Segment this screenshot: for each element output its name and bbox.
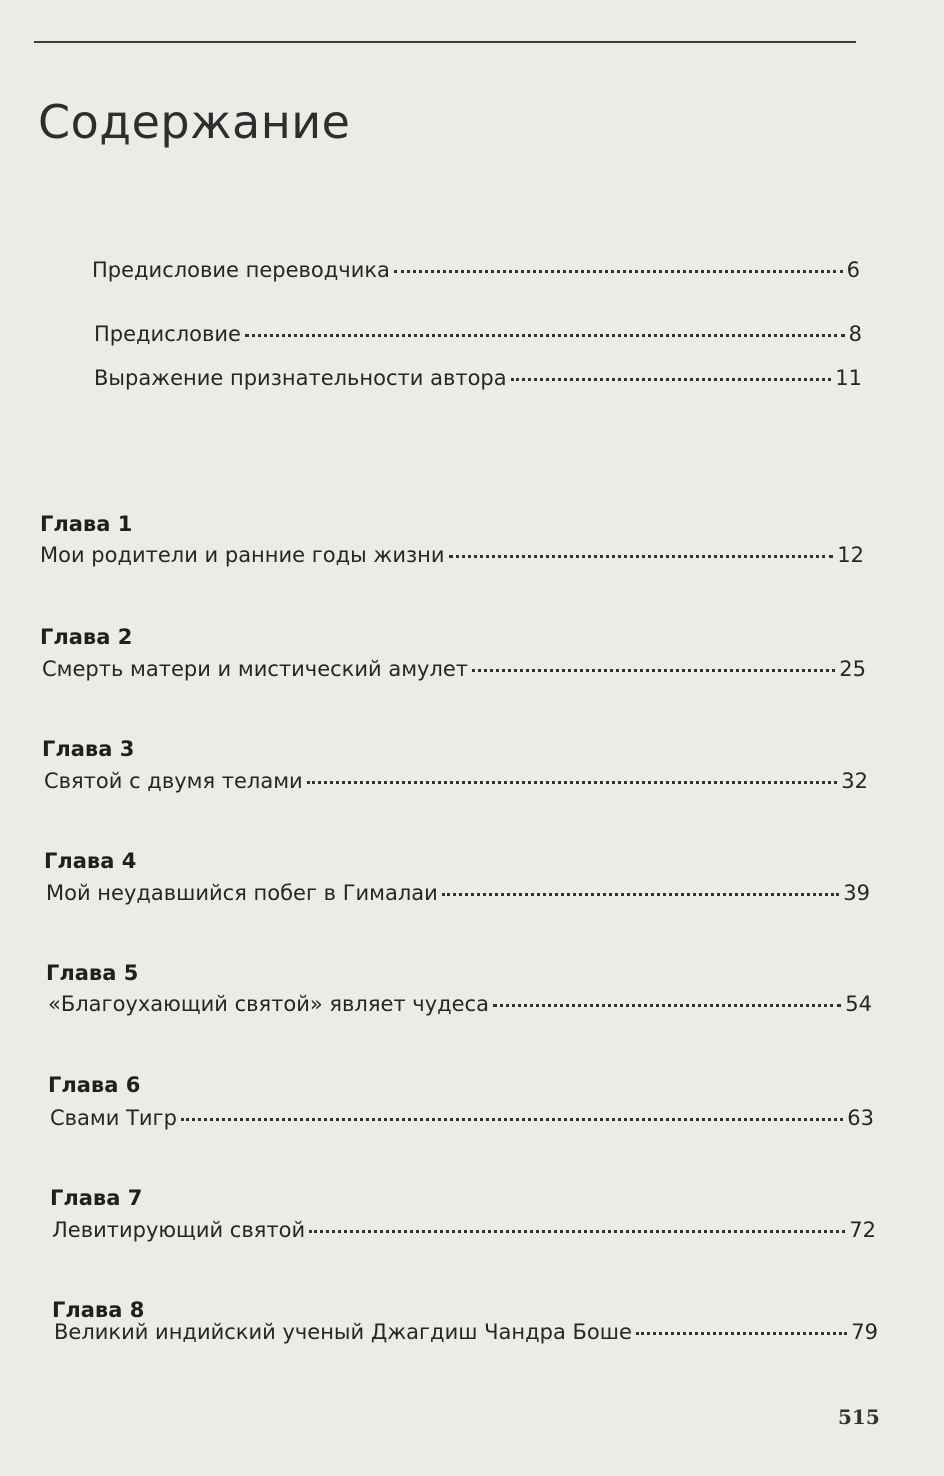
leader-dots [493, 1004, 841, 1007]
toc-entry-label: Мои родители и ранние годы жизни [40, 543, 445, 567]
leader-dots [442, 893, 839, 896]
chapter-heading-7: Глава 7 [50, 1186, 143, 1210]
toc-entry-page: 63 [847, 1106, 874, 1130]
toc-entry-label: Предисловие переводчика [92, 258, 390, 282]
toc-entry-chapter-1 [40, 543, 864, 567]
toc-entry-chapter-7 [52, 1218, 876, 1242]
chapter-heading-8: Глава 8 [52, 1298, 145, 1322]
leader-dots [307, 781, 838, 784]
leader-dots [472, 669, 835, 672]
toc-entry-label: Великий индийский ученый Джагдиш Чандра Боше [54, 1320, 632, 1344]
toc-entry-page: 72 [849, 1218, 876, 1242]
toc-entry-label: Мой неудавшийся побег в Гималаи [46, 881, 438, 905]
page-title: Содержание [38, 95, 351, 149]
toc-entry-label: Предисловие [94, 322, 241, 346]
leader-dots [636, 1332, 847, 1335]
toc-entry-page: 32 [841, 769, 868, 793]
toc-entry-chapter-8 [54, 1320, 878, 1344]
toc-entry-chapter-6 [50, 1106, 874, 1130]
toc-entry-label: Выражение признательности автора [94, 366, 507, 390]
toc-entry-preface [94, 322, 862, 346]
chapter-heading-1: Глава 1 [40, 512, 133, 536]
toc-entry-acknowledgements [94, 366, 862, 390]
chapter-heading-5: Глава 5 [46, 961, 139, 985]
toc-entry-page: 8 [848, 322, 862, 346]
chapter-heading-2: Глава 2 [40, 625, 133, 649]
toc-entry-page: 79 [851, 1320, 878, 1344]
toc-entry-page: 11 [835, 366, 862, 390]
top-rule [34, 41, 856, 43]
toc-entry-chapter-4 [46, 881, 870, 905]
toc-entry-label: Левитирующий святой [52, 1218, 306, 1242]
page-number: 515 [838, 1405, 880, 1429]
toc-entry-chapter-2 [42, 657, 866, 681]
toc-entry-chapter-5 [48, 992, 872, 1016]
toc-entry-chapter-3 [44, 769, 868, 793]
leader-dots [245, 334, 845, 337]
toc-entry-label: Свами Тигр [50, 1106, 177, 1130]
toc-entry-page: 12 [837, 543, 864, 567]
toc-entry-page: 39 [843, 881, 870, 905]
leader-dots [449, 555, 834, 558]
leader-dots [181, 1118, 843, 1121]
leader-dots [394, 270, 843, 273]
toc-entry-page: 6 [846, 258, 860, 282]
toc-entry-label: «Благоухающий святой» являет чудеса [48, 992, 489, 1016]
chapter-heading-3: Глава 3 [42, 737, 135, 761]
chapter-heading-4: Глава 4 [44, 849, 137, 873]
toc-entry-page: 54 [845, 992, 872, 1016]
toc-entry-translator-preface [92, 258, 860, 282]
toc-entry-page: 25 [839, 657, 866, 681]
leader-dots [511, 378, 832, 381]
chapter-heading-6: Глава 6 [48, 1073, 141, 1097]
toc-entry-label: Смерть матери и мистический амулет [42, 657, 469, 681]
leader-dots [309, 1230, 845, 1233]
toc-entry-label: Святой с двумя телами [44, 769, 303, 793]
